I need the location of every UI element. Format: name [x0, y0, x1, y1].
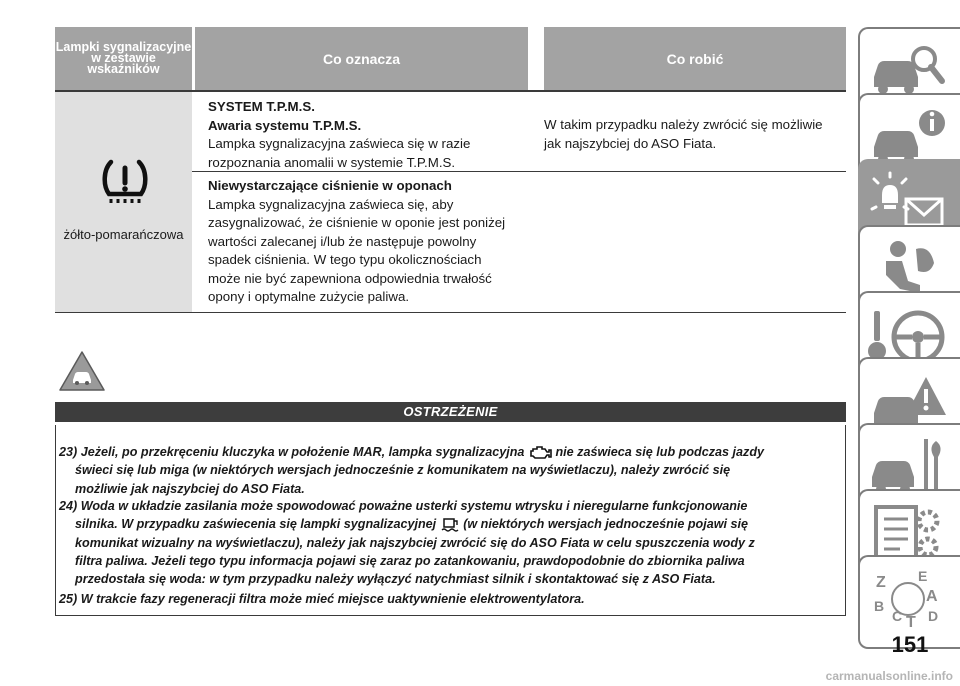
row2-meaning — [208, 177, 538, 307]
index-letter: B — [874, 598, 885, 614]
note-24-text: komunikat wizualny na wyświetlaczu), należy jak najszybciej zwrócić się do ASO Fiata w celu spuszczenia wody z — [75, 535, 755, 550]
warning-triangle-car-icon — [58, 350, 106, 392]
note-24-text: (w niektórych wersjach jednocześnie pojawi się — [463, 517, 749, 532]
header-action-text: Co robić — [666, 50, 724, 67]
header-action — [544, 27, 846, 90]
row2-meaning-line: może nie być zapewniona odpowiednia trwałość — [208, 270, 492, 286]
row2-meaning-line: spadek ciśnienia. W tego typu okolicznościach — [208, 252, 482, 267]
note-24-text: 24) Woda w układzie zasilania może spowodować poważne usterki systemu wtrysku i nieregularne funkcjonowanie — [59, 499, 748, 513]
row1-title1: SYSTEM T.P.M.S. — [208, 99, 315, 114]
note-25 — [59, 590, 834, 608]
row2-meaning-line: opony i optymalne zużycie paliwa. — [208, 289, 410, 304]
row1-action — [544, 116, 844, 153]
note-23-text: nie zaświeca się lub podczas jazdy — [555, 445, 765, 459]
row1-title2: Awaria systemu T.P.M.S. — [208, 117, 362, 133]
note-25-text: 25) W trakcie fazy regeneracji filtra może mieć miejsce uaktywnienie elektrowentylatora. — [59, 592, 585, 606]
index-letter: T — [906, 614, 916, 631]
watermark: carmanualsonline.info — [825, 669, 953, 683]
row1-action-line: W takim przypadku należy zwrócić się możliwie — [544, 117, 823, 132]
tpms-warning-icon — [99, 154, 151, 206]
row-separator — [192, 171, 846, 172]
note-24-text: przedostała się woda: w tym przypadku należy wyłączyć natychmiast silnik i skontaktować się z ASO Fiata. — [75, 572, 716, 587]
row1-meaning-line: Lampka sygnalizacyjna zaświeca się w razie — [208, 136, 471, 151]
row1-meaning-line: rozpoznania anomalii w systemie T.P.M.S. — [208, 154, 456, 170]
note-24-text: filtra paliwa. Jeżeli tego typu informacja pojawi się zaraz po zatankowaniu, prawdopodobnie do zbiornika paliwa — [75, 553, 745, 568]
index-letter: Z — [876, 574, 886, 591]
alphabet-index-icon — [868, 565, 948, 635]
note-23-text: świeci się lub miga (w niektórych wersjach jednocześnie z komunikatem na wyświetlaczu), należy zwrócić się — [75, 463, 731, 478]
engine-check-icon — [528, 446, 552, 460]
row2-title: Niewystarczające ciśnienie w oponach — [208, 178, 452, 193]
warning-title: OSTRZEŻENIE — [55, 402, 846, 422]
row2-meaning-line: Lampka sygnalizacyjna zaświeca się, aby — [208, 196, 454, 212]
row2-meaning-line: zasygnalizować, że ciśnienie w oponie jest poniżej — [208, 215, 506, 230]
page-number: 151 — [891, 632, 929, 657]
note-23 — [59, 443, 834, 498]
row1-action-line: jak najszybciej do ASO Fiata. — [544, 135, 717, 151]
index-letter: A — [926, 588, 938, 605]
index-letter: E — [918, 568, 928, 584]
row1-meaning — [208, 98, 528, 172]
note-23-text: możliwie jak najszybciej do ASO Fiata. — [75, 481, 305, 496]
index-letter: C — [892, 608, 903, 624]
header-lamp-text: Lampki sygnalizacyjne w zestawie wskaźników — [55, 40, 192, 76]
note-24-text: silnika. W przypadku zaświecenia się lampki sygnalizacyjnej — [75, 517, 437, 532]
header-lamp — [55, 27, 192, 90]
header-meaning-text: Co oznacza — [322, 50, 400, 67]
row2-meaning-line: wartości zalecanej i/lub że następuje powolny — [208, 233, 477, 249]
lamp-color: żółto-pomarańczowa — [63, 227, 184, 242]
index-letter: D — [928, 608, 939, 624]
lamp-cell — [55, 92, 192, 312]
water-in-fuel-icon — [440, 517, 460, 533]
table-bottom-separator — [55, 312, 846, 313]
header-meaning — [195, 27, 528, 90]
note-23-text: 23) Jeżeli, po przekręceniu kluczyka w położenie MAR, lampka sygnalizacyjna — [59, 445, 525, 459]
note-24 — [59, 497, 834, 588]
